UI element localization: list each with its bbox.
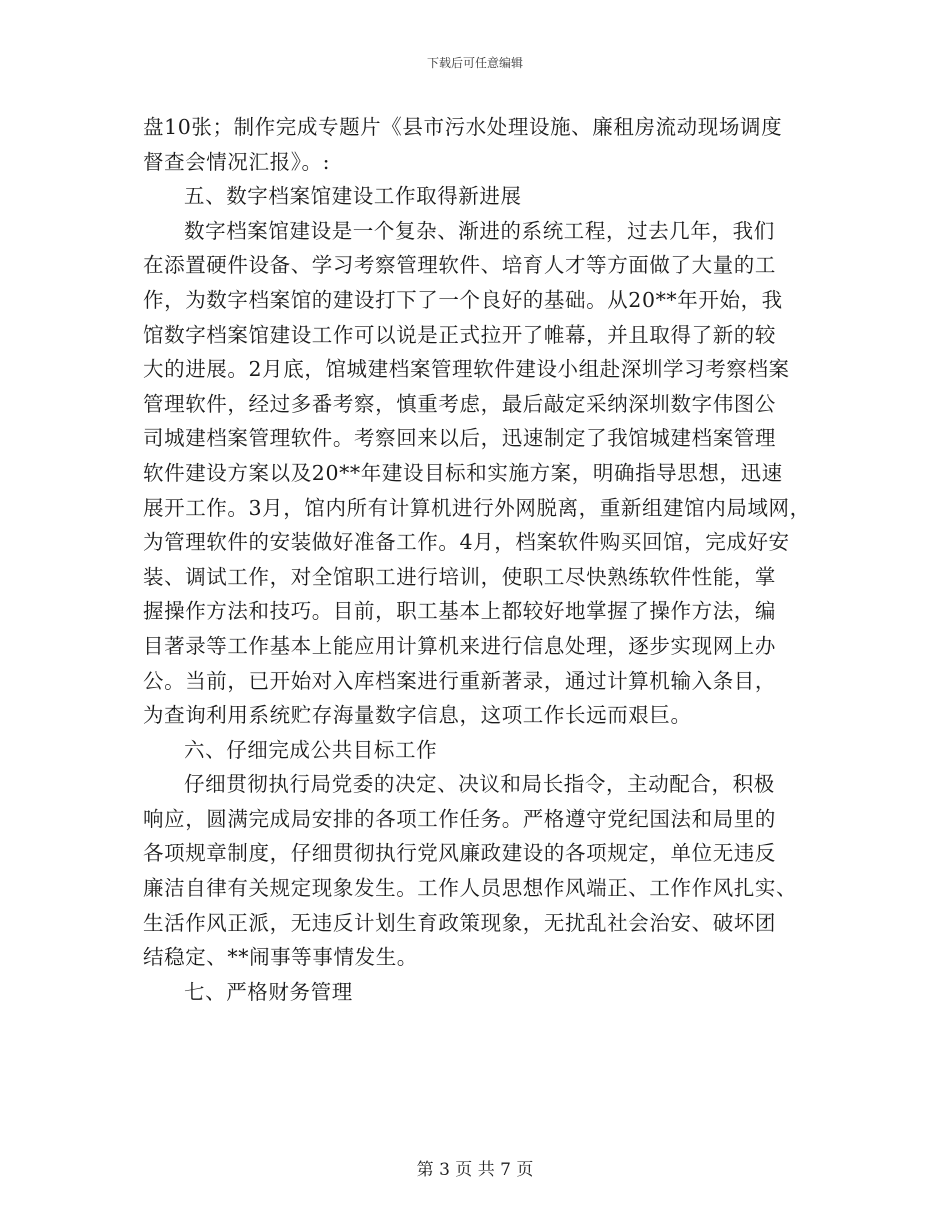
paragraph-line: 目著录等工作基本上能应用计算机来进行信息处理，逐步实现网上办 xyxy=(143,633,776,658)
paragraph-line-indented: 五、数字档案馆建设工作取得新进展 xyxy=(184,184,522,209)
paragraph-line: 装、调试工作，对全馆职工进行培训，使职工尽快熟练软件性能，掌 xyxy=(143,564,776,589)
page-header: 下载后可任意编辑 xyxy=(426,56,523,70)
paragraph-line: 在添置硬件设备、学习考察管理软件、培育人才等方面做了大量的工 xyxy=(143,253,776,278)
paragraph-line: 公。当前，已开始对入库档案进行重新著录，通过计算机输入条目， xyxy=(143,668,776,693)
paragraph-line: 作，为数字档案馆的建设打下了一个良好的基础。从20**年开始，我 xyxy=(143,287,783,312)
document-body xyxy=(143,110,833,1009)
paragraph-line: 握操作方法和技巧。目前，职工基本上都较好地掌握了操作方法，编 xyxy=(143,599,776,624)
paragraph-line-indented: 数字档案馆建设是一个复杂、渐进的系统工程，过去几年，我们 xyxy=(184,218,775,243)
paragraph-line-indented: 七、严格财务管理 xyxy=(184,979,353,1004)
paragraph-line: 督查会情况汇报》。: xyxy=(143,149,331,174)
page-footer: 第 3 页 共 7 页 xyxy=(416,1160,534,1180)
paragraph-line: 展开工作。3月，馆内所有计算机进行外网脱离，重新组建馆内局域网， xyxy=(143,495,811,520)
paragraph-line: 司城建档案管理软件。考察回来以后，迅速制定了我馆城建档案管理 xyxy=(143,426,776,451)
paragraph-line: 大的进展。2月底，馆城建档案管理软件建设小组赴深圳学习考察档案 xyxy=(143,357,790,382)
paragraph-line: 廉洁自律有关规定现象发生。工作人员思想作风端正、工作作风扎实、 xyxy=(143,876,798,901)
paragraph-line: 结稳定、**闹事等事情发生。 xyxy=(143,945,418,970)
paragraph-line: 为管理软件的安装做好准备工作。4月，档案软件购买回馆，完成好安 xyxy=(143,530,790,555)
paragraph-line: 管理软件，经过多番考察，慎重考虑，最后敲定采纳深圳数字伟图公 xyxy=(143,391,776,416)
paragraph-line: 各项规章制度，仔细贯彻执行党风廉政建设的各项规定，单位无违反 xyxy=(143,841,776,866)
paragraph-line: 馆数字档案馆建设工作可以说是正式拉开了帷幕，并且取得了新的较 xyxy=(143,322,776,347)
paragraph-line: 盘10张；制作完成专题片《县市污水处理设施、廉租房流动现场调度 xyxy=(143,115,783,139)
paragraph-line: 响应，圆满完成局安排的各项工作任务。严格遵守党纪国法和局里的 xyxy=(143,806,776,831)
paragraph-line-indented: 仔细贯彻执行局党委的决定、决议和局长指令，主动配合，积极 xyxy=(184,772,775,797)
paragraph-line: 软件建设方案以及20**年建设目标和实施方案，明确指导思想，迅速 xyxy=(143,460,783,485)
paragraph-line-indented: 六、仔细完成公共目标工作 xyxy=(184,737,438,762)
paragraph-line: 生活作风正派，无违反计划生育政策现象，无扰乱社会治安、破坏团 xyxy=(143,910,776,935)
paragraph-line: 为查询利用系统贮存海量数字信息，这项工作长远而艰巨。 xyxy=(143,703,692,728)
